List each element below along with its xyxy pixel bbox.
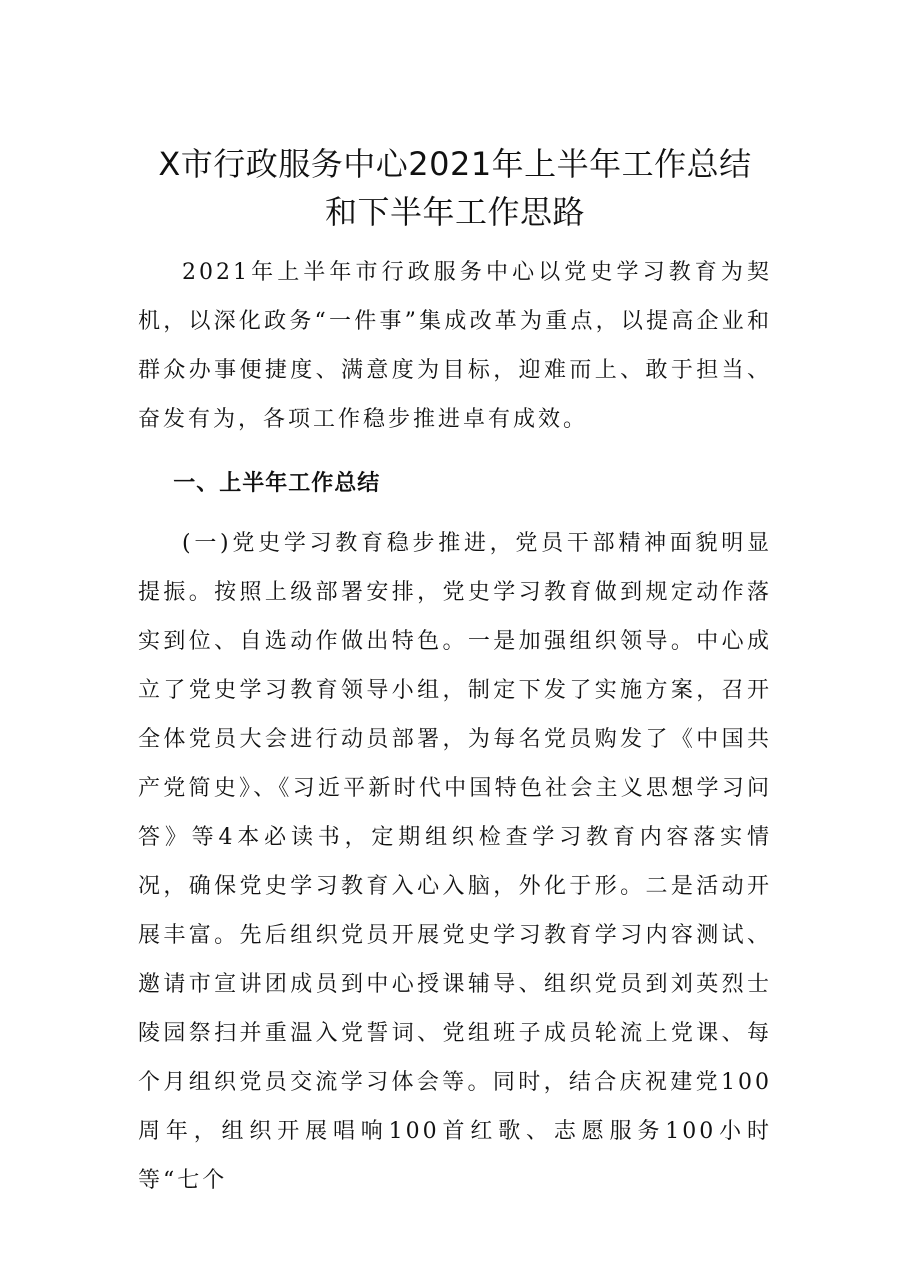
title-line-1: X市行政服务中心2021年上半年工作总结 xyxy=(158,145,752,183)
document-body xyxy=(138,140,772,1205)
document-title xyxy=(138,140,772,236)
section-heading: 一、上半年工作总结 xyxy=(173,471,381,496)
body-paragraph: (一)党史学习教育稳步推进，党员干部精神面貌明显提振。按照上级部署安排，党史学习教育做到规定动作落实到位、自选动作做出特色。一是加强组织领导。中心成立了党史学习教育领导小组，制定下发了实施方案，召开全体党员大会进行动员部署，为每名党员购发了《中国共产党简史》、《习近平新时代中国特色社会主义思想学习问答》等4本必读书，定期组织检查学习教育内容落实情况，确保党史学习教育入心入脑，外化于形。二是活动开展丰富。先后组织党员开展党史学习教育学习内容测试、邀请市宣讲团成员到中心授课辅导、组织党员到刘英烈士陵园祭扫并重温入党誓词、党组班子成员轮流上党课、每个月组织党员交流学习体会等。同时，结合庆祝建党100周年，组织开展唱响100首红歌、志愿服务100小时等“七个 xyxy=(138,531,772,1193)
title-line-2: 和下半年工作思路 xyxy=(324,193,585,231)
intro-paragraph: 2021年上半年市行政服务中心以党史学习教育为契机，以深化政务“一件事”集成改革为重点，以提高企业和群众办事便捷度、满意度为目标，迎难而上、敢于担当、奋发有为，各项工作稳步推进卓有成效。 xyxy=(138,260,772,432)
